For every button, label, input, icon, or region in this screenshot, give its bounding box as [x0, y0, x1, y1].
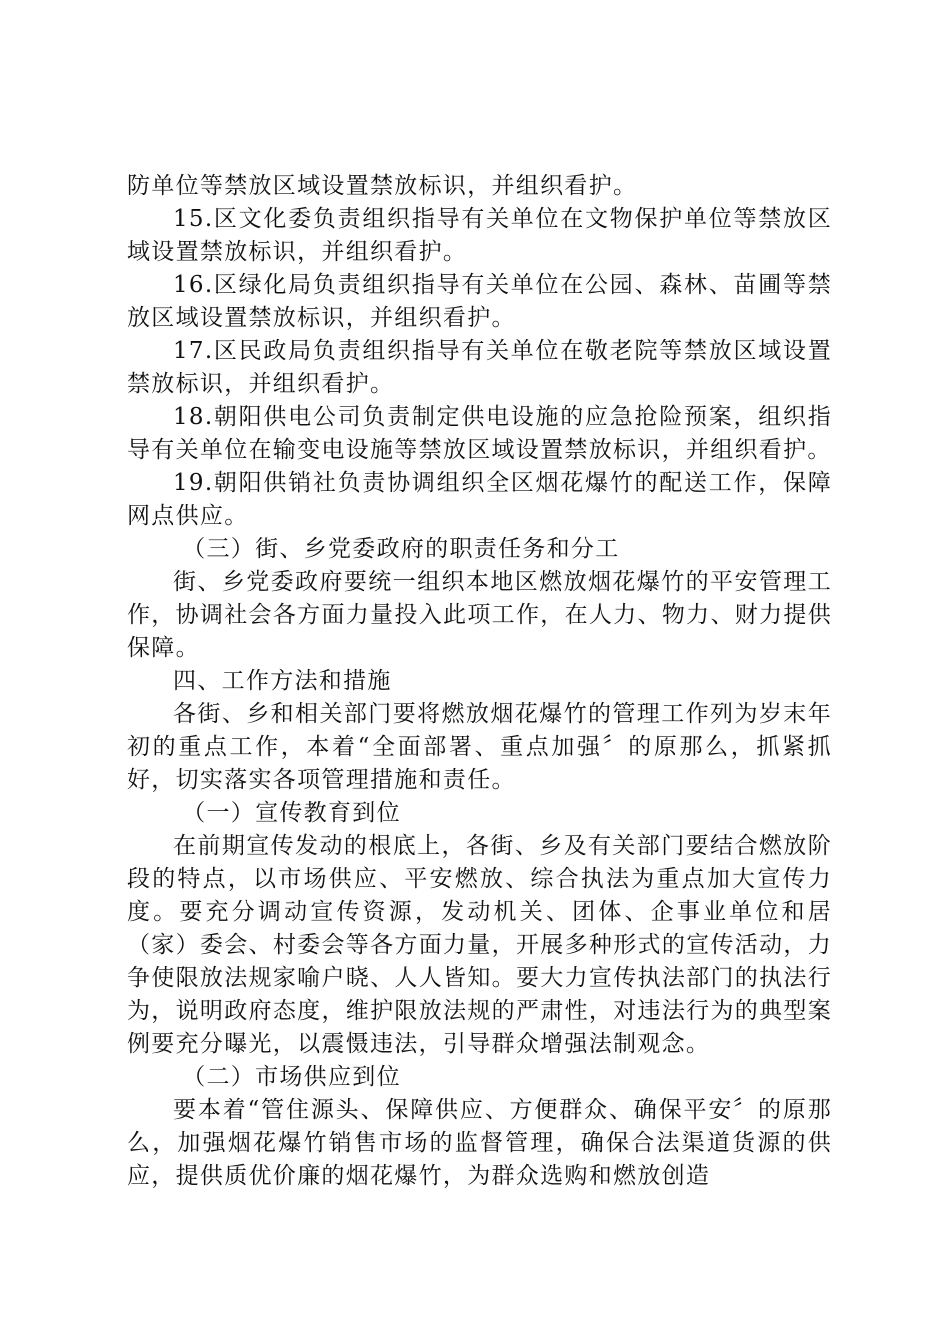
paragraph-street-township: 街、乡党委政府要统一组织本地区燃放烟花爆竹的平安管理工作，协调社会各方面力量投入此项工作，在人力、物力、财力提供保障。 — [127, 569, 832, 661]
document-body — [127, 170, 832, 1193]
paragraph-item-17: 17.区民政局负责组织指导有关单位在敬老院等禁放区域设置禁放标识，并组织看护。 — [127, 338, 832, 397]
paragraph-publicity: 在前期宣传发动的根底上，各街、乡及有关部门要结合燃放阶段的特点，以市场供应、平安燃放、综合执法为重点加大宣传力度。要充分调动宣传资源，发动机关、团体、企事业单位和居（家）委会、村委会等各方面力量，开展多种形式的宣传活动，力争使限放法规家喻户晓、人人皆知。要大力宣传执法部门的执法行为，说明政府态度，维护限放法规的严肃性，对违法行为的典型案例要充分曝光，以震慑违法，引导群众增强法制观念。 — [127, 833, 832, 1057]
subheading-publicity: （一）宣传教育到位 — [182, 800, 401, 826]
subheading-street-township-duties: （三）街、乡党委政府的职责任务和分工 — [182, 536, 620, 562]
section-heading-methods: 四、工作方法和措施 — [173, 668, 392, 694]
paragraph-item-19: 19.朝阳供销社负责协调组织全区烟花爆竹的配送工作，保障网点供应。 — [127, 470, 832, 529]
paragraph-methods-intro: 各街、乡和相关部门要将燃放烟花爆竹的管理工作列为岁末年初的重点工作，本着“全面部署、重点加强〞的原那么，抓紧抓好，切实落实各项管理措施和责任。 — [127, 701, 832, 793]
paragraph-item-15: 15.区文化委负责组织指导有关单位在文物保护单位等禁放区域设置禁放标识，并组织看护。 — [127, 206, 832, 265]
paragraph-continuation: 防单位等禁放区域设置禁放标识，并组织看护。 — [127, 173, 638, 199]
paragraph-market-supply: 要本着“管住源头、保障供应、方便群众、确保平安〞的原那么，加强烟花爆竹销售市场的监督管理，确保合法渠道货源的供应，提供质优价廉的烟花爆竹，为群众选购和燃放创造 — [127, 1097, 832, 1189]
paragraph-item-18: 18.朝阳供电公司负责制定供电设施的应急抢险预案，组织指导有关单位在输变电设施等禁放区域设置禁放标识，并组织看护。 — [127, 404, 832, 463]
paragraph-item-16: 16.区绿化局负责组织指导有关单位在公园、森林、苗圃等禁放区域设置禁放标识，并组织看护。 — [127, 272, 832, 331]
subheading-market-supply: （二）市场供应到位 — [182, 1064, 401, 1090]
